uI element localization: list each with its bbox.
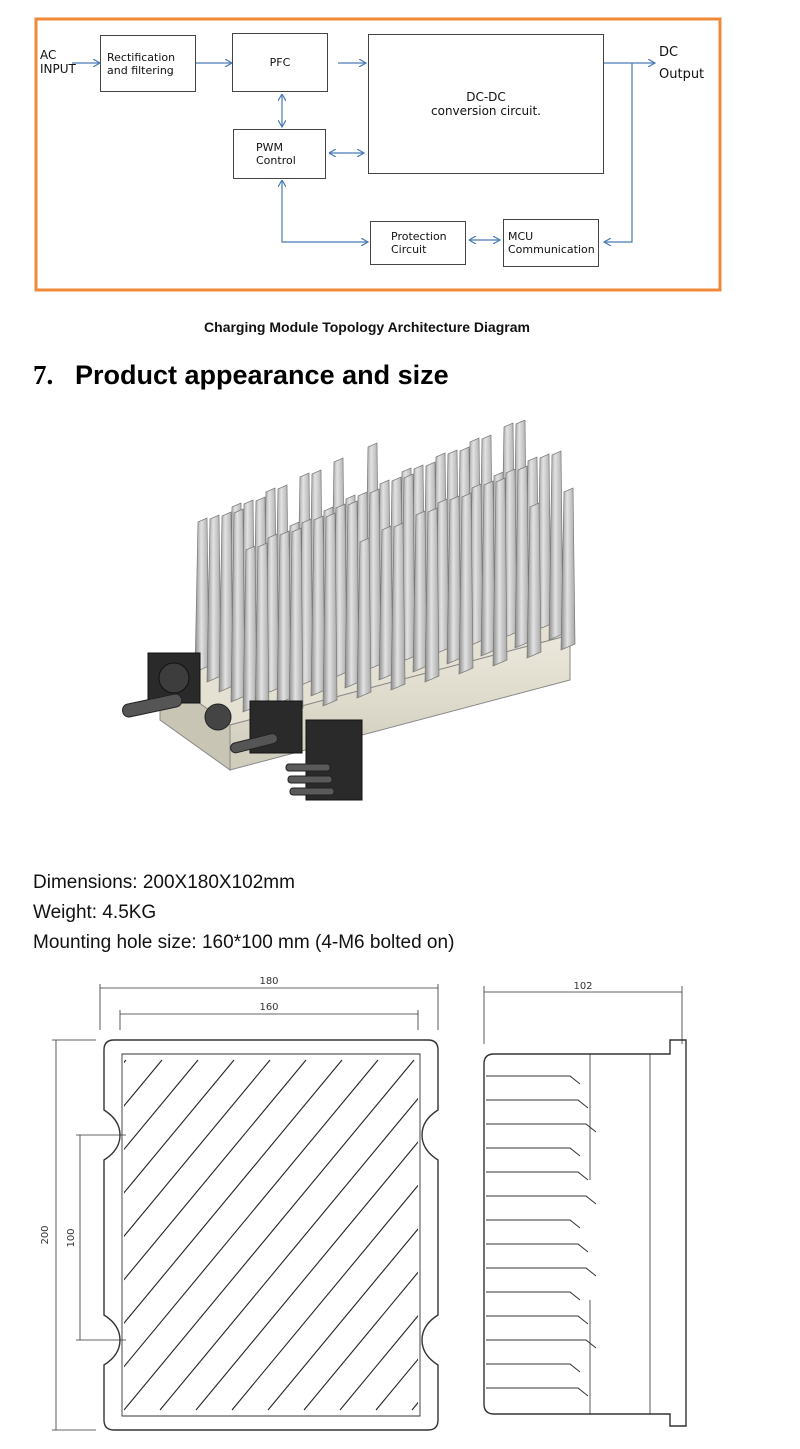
dim-text-180: 180: [259, 976, 279, 987]
side-fin: [486, 1340, 596, 1348]
fin-rib: [124, 1060, 414, 1410]
top-view-fin-ribs: [36, 1060, 456, 1410]
dim-text-102: 102: [573, 981, 593, 992]
side-fin: [486, 1100, 588, 1108]
arrow-output-mcu: [604, 63, 632, 242]
pfc-block: [232, 33, 328, 92]
fin-rib: [376, 1060, 456, 1410]
spec-mounting: Mounting hole size: 160*100 mm (4-M6 bolted on): [33, 932, 455, 953]
heatsink-fin: [219, 512, 233, 692]
dim-text-100: 100: [66, 1228, 77, 1248]
fin-rib: [160, 1060, 450, 1410]
fin-rib: [304, 1060, 456, 1410]
side-fin: [486, 1172, 588, 1180]
heatsink-fin: [195, 518, 209, 672]
vent-plug: [205, 704, 231, 730]
dim-text-160: 160: [259, 1002, 279, 1013]
side-fin: [486, 1196, 596, 1204]
arrow-pwm-protection: [282, 181, 368, 242]
fin-rib: [196, 1060, 456, 1410]
fin-rib: [36, 1060, 198, 1410]
protection-label: Protection Circuit: [391, 230, 447, 256]
diagram-caption: Charging Module Topology Architecture Diagram: [204, 319, 530, 335]
fin-rib: [88, 1060, 378, 1410]
side-fin: [486, 1316, 588, 1324]
dc-output-label: DC Output: [659, 45, 705, 82]
dim-text-200: 200: [40, 1225, 51, 1245]
side-fin: [486, 1124, 596, 1132]
pfc-label: PFC: [269, 56, 291, 69]
rectification-label: Rectification and filtering: [107, 50, 176, 77]
fin-rib: [52, 1060, 342, 1410]
product-render-image: [100, 420, 660, 840]
spec-weight: Weight: 4.5KG: [33, 902, 157, 923]
spec-dimensions: Dimensions: 200X180X102mm: [33, 872, 295, 893]
side-fin: [486, 1268, 596, 1276]
side-fin: [486, 1388, 588, 1396]
rectification-block: [100, 35, 196, 92]
side-fin: [486, 1244, 588, 1252]
side-fin: [486, 1292, 580, 1300]
heatsink-fin: [207, 515, 221, 682]
side-view-fins: [486, 1076, 596, 1396]
dcdc-block: [368, 34, 604, 174]
side-view-outline: [484, 1040, 686, 1426]
heatsink-fin: [561, 488, 575, 650]
fin-rib: [268, 1060, 456, 1410]
dcdc-label: DC-DC conversion circuit.: [431, 90, 541, 118]
protection-block: [370, 221, 466, 265]
fin-rib: [232, 1060, 456, 1410]
pwm-block: [233, 129, 326, 179]
side-view-drawing: [470, 980, 700, 1440]
top-view-drawing: [36, 970, 456, 1440]
section-title: Product appearance and size: [75, 360, 449, 390]
side-fin: [486, 1076, 580, 1084]
heatsink-fin: [549, 451, 563, 640]
mcu-label: MCU Communication: [508, 230, 595, 256]
side-fin: [486, 1364, 580, 1372]
side-fin: [486, 1220, 580, 1228]
section-heading: [33, 360, 449, 391]
fin-rib: [36, 1060, 162, 1410]
topology-diagram: [0, 0, 800, 300]
top-view-outline: [104, 1040, 438, 1430]
pwm-label: PWM Control: [256, 141, 296, 167]
section-number: 7.: [33, 360, 54, 390]
ac-input-label: AC INPUT: [40, 48, 76, 76]
side-fin: [486, 1148, 580, 1156]
mcu-block: [503, 219, 599, 267]
